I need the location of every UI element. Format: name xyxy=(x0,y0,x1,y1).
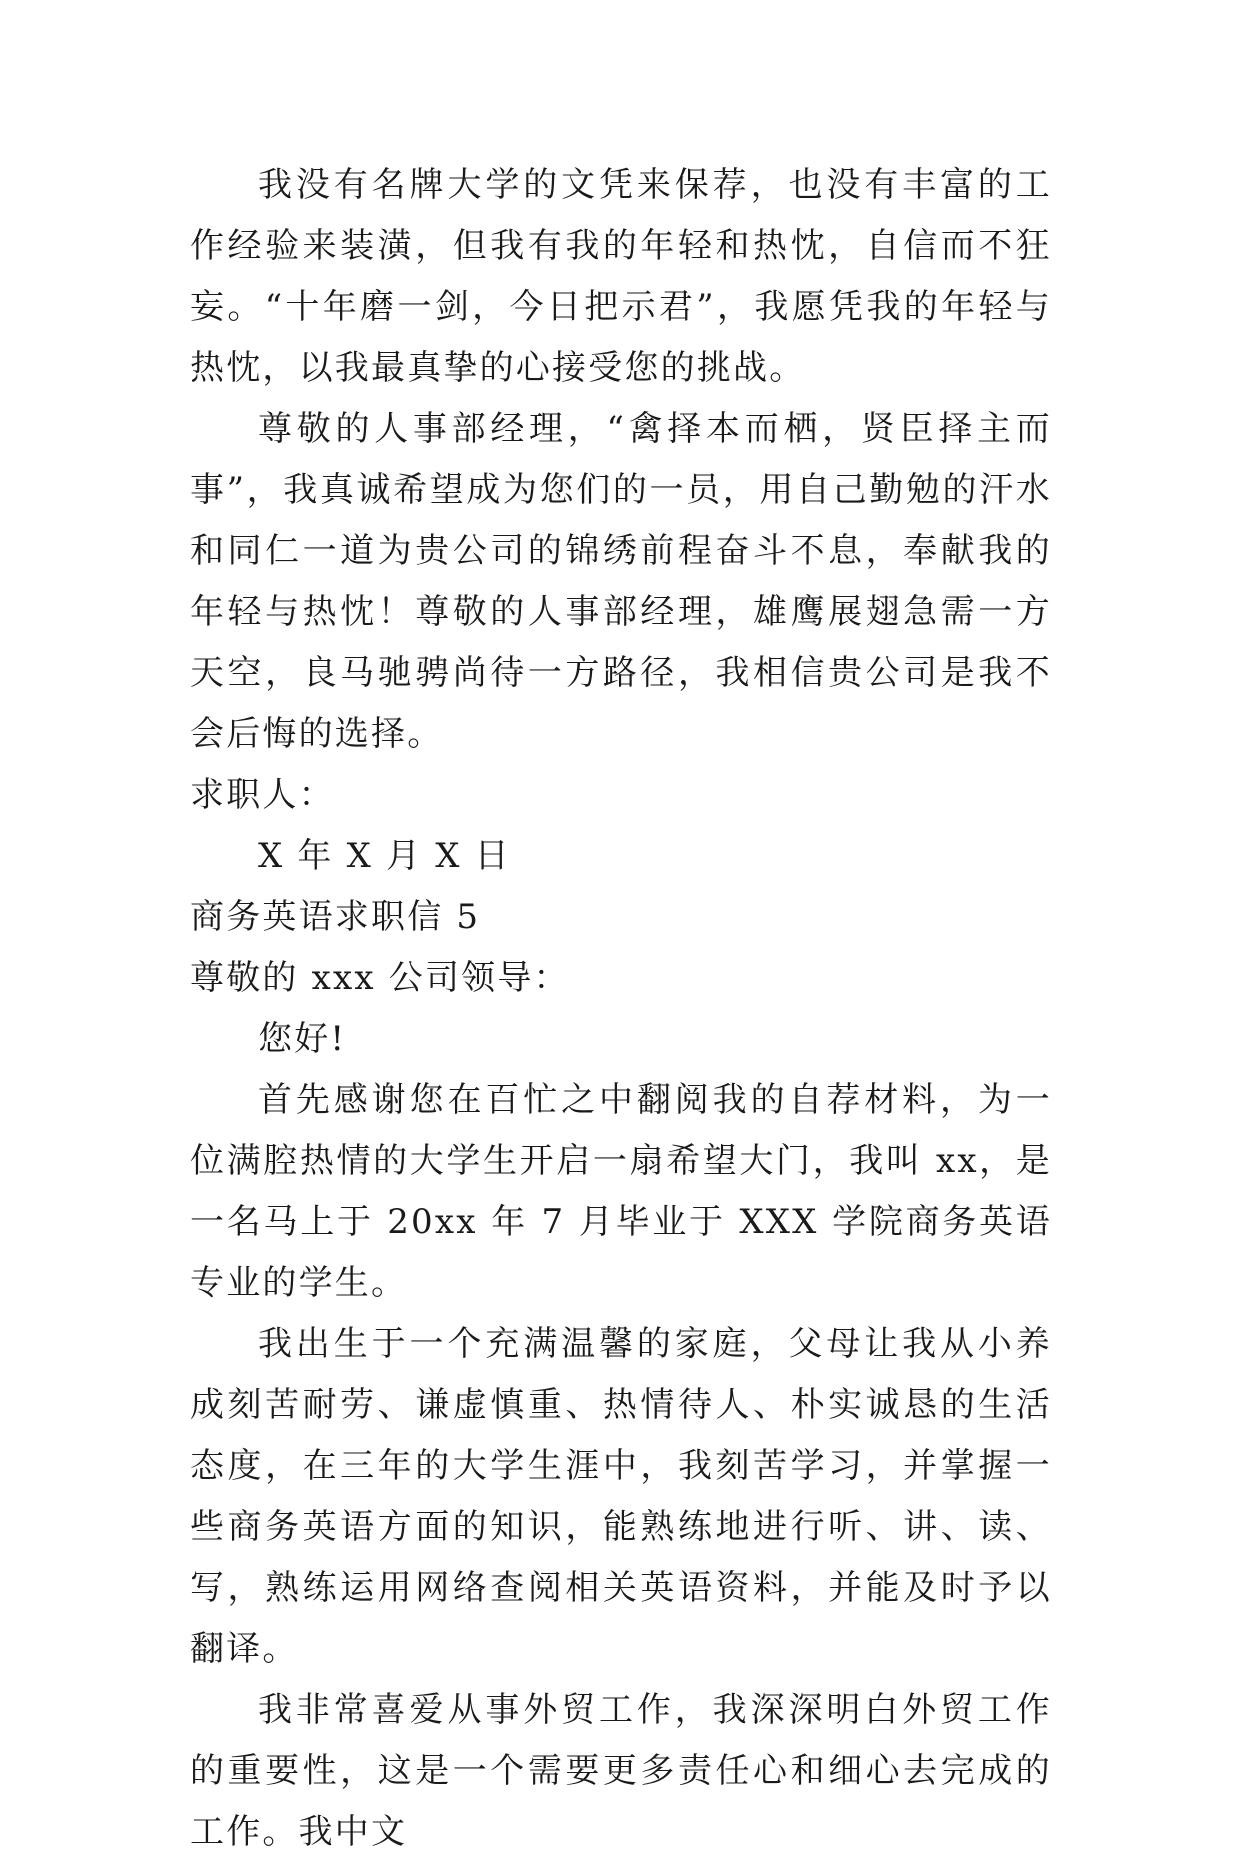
document-body xyxy=(190,155,1052,1863)
paragraph-appeal: 尊敬的人事部经理，“禽择本而栖，贤臣择主而事”，我真诚希望成为您们的一员，用自己勤勉的汗水和同仁一道为贵公司的锦绣前程奋斗不息，奉献我的年轻与热忱！尊敬的人事部经理，雄鹰展翅急需一方天空，良马驰骋尚待一方路径，我相信贵公司是我不会后悔的选择。 xyxy=(190,409,1052,754)
paragraph-background: 我出生于一个充满温馨的家庭，父母让我从小养成刻苦耐劳、谦虚慎重、热情待人、朴实诚恳的生活态度，在三年的大学生涯中，我刻苦学习，并掌握一些商务英语方面的知识，能熟练地进行听、讲、读、写，熟练运用网络查阅相关英语资料，并能及时予以翻译。 xyxy=(190,1324,1052,1669)
section-title: 商务英语求职信 5 xyxy=(190,897,481,937)
paragraph-introduction: 首先感谢您在百忙之中翻阅我的自荐材料，为一位满腔热情的大学生开启一扇希望大门，我叫 xx，是一名马上于 20xx 年 7 月毕业于 XXX 学院商务英语专业的学生。 xyxy=(190,1080,1052,1303)
paragraph-intro: 我没有名牌大学的文凭来保荐，也没有丰富的工作经验来装潢，但我有我的年轻和热忱，自信而不狂妄。“十年磨一剑，今日把示君”，我愿凭我的年轻与热忱，以我最真挚的心接受您的挑战。 xyxy=(190,165,1052,388)
signature-label: 求职人： xyxy=(190,775,335,815)
signature-date: X 年 X 月 X 日 xyxy=(258,836,511,876)
salutation: 尊敬的 xxx 公司领导： xyxy=(190,958,570,998)
paragraph-interest: 我非常喜爱从事外贸工作，我深深明白外贸工作的重要性，这是一个需要更多责任心和细心去完成的工作。我中文 xyxy=(190,1690,1052,1852)
greeting: 您好! xyxy=(258,1019,347,1059)
